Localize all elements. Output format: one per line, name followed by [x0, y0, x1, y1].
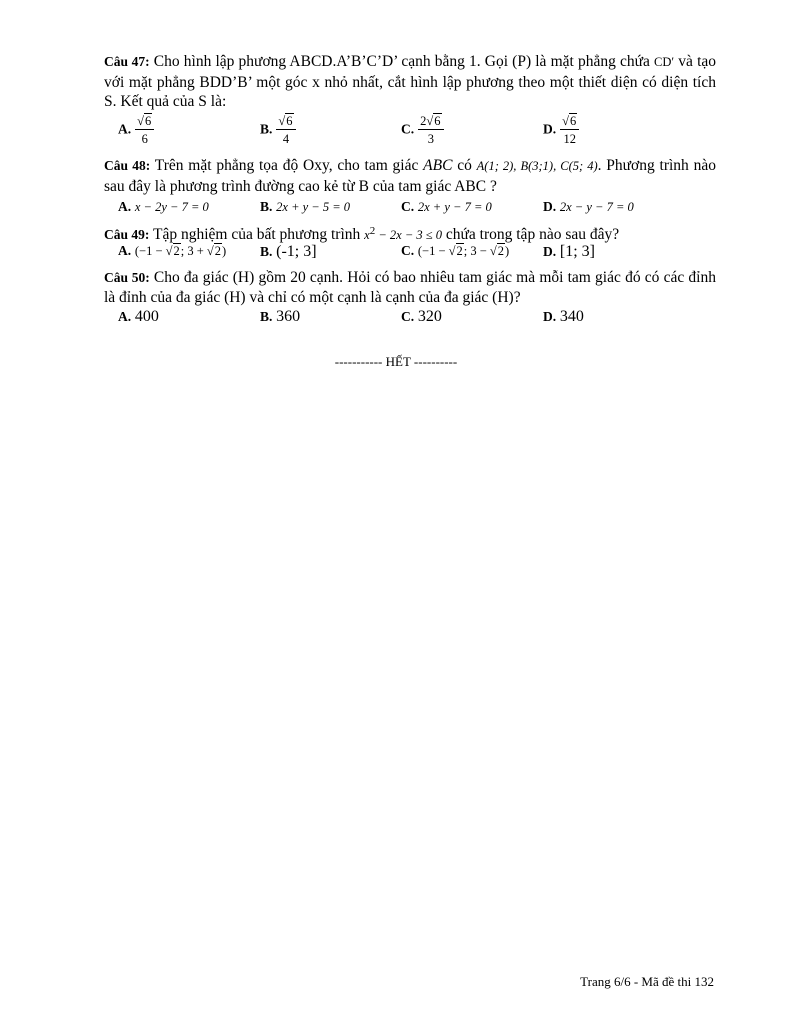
option-value: 360	[276, 308, 301, 325]
math-points: A(1; 2), B(3;1), C(5; 4)	[476, 159, 598, 173]
option-b[interactable]	[260, 199, 350, 216]
option-d[interactable]	[543, 199, 634, 216]
question-text: Cho hình lập phương ABCD.A’B’C’D’ cạnh bằng 1. Gọi (P) là mặt phẳng chứa	[149, 53, 655, 70]
option-letter: B.	[260, 309, 273, 324]
option-letter: D.	[543, 244, 557, 259]
option-a[interactable]	[118, 308, 159, 326]
fraction: $\frac{√6}{12}$	[560, 114, 579, 146]
question-48	[104, 156, 716, 196]
option-b[interactable]	[260, 308, 300, 326]
option-expr: 2x + y − 7 = 0	[417, 200, 492, 214]
option-expr: x − 2y − 7 = 0	[134, 200, 209, 214]
option-letter: D.	[543, 309, 557, 324]
option-value: 320	[417, 308, 442, 325]
option-d[interactable]	[543, 114, 579, 146]
option-value: 340	[559, 308, 584, 325]
question-label: Câu 47:	[104, 54, 150, 69]
option-letter: B.	[260, 121, 273, 137]
option-a[interactable]	[118, 199, 209, 216]
math-abc: ABC	[423, 157, 453, 174]
option-letter: A.	[118, 121, 132, 137]
answers-50	[104, 308, 716, 330]
option-c[interactable]	[401, 308, 442, 326]
option-letter: C.	[401, 243, 415, 258]
question-text: chứa trong tập nào sau đây?	[442, 226, 620, 244]
answers-48	[104, 199, 716, 221]
option-c[interactable]	[401, 243, 509, 260]
option-c[interactable]	[401, 114, 444, 146]
option-letter: C.	[401, 199, 415, 214]
fraction: $\frac{√6}{4}$	[276, 114, 295, 146]
question-47	[104, 52, 716, 112]
option-expr: 2x + y − 5 = 0	[276, 200, 351, 214]
question-label: Câu 49:	[104, 227, 150, 243]
option-letter: A.	[118, 199, 132, 214]
option-b[interactable]	[260, 114, 296, 146]
option-letter: D.	[543, 121, 557, 137]
option-a[interactable]	[118, 243, 226, 260]
end-marker: ----------- HẾT ----------	[334, 354, 458, 369]
option-interval: (−1 − √2; 3 − √2)	[417, 244, 510, 258]
option-interval: (−1 − √2; 3 + √2)	[134, 244, 227, 258]
page-footer: Trang 6/6 - Mã đề thi 132	[580, 974, 714, 989]
option-c[interactable]	[401, 199, 492, 216]
option-letter: A.	[118, 309, 132, 324]
fraction: $\frac{√6}{6}$	[135, 114, 154, 146]
answers-49	[104, 243, 716, 265]
option-a[interactable]	[118, 114, 154, 146]
question-text: Tập nghiệm của bất phương trình	[149, 226, 365, 244]
option-d[interactable]	[543, 243, 595, 261]
question-text: có	[452, 157, 477, 174]
math-cd: CD′	[654, 55, 675, 69]
question-text: Trên mặt phẳng tọa độ Oxy, cho tam giác	[150, 157, 424, 174]
option-d[interactable]	[543, 308, 584, 326]
question-text: Cho đa giác (H) gồm 20 cạnh. Hỏi có bao nhiêu tam giác mà mỗi tam giác đó có các đỉnh là đỉnh của đa giác (H) và chỉ có một cạnh là cạnh của đa giác (H)?	[104, 269, 716, 306]
option-expr: 2x − y − 7 = 0	[559, 200, 634, 214]
question-text: . Phương trình nào sau đây là phương trình đường cao kẻ từ B của tam giác ABC ?	[104, 157, 716, 195]
fraction: $\frac{2√6}{3}$	[418, 114, 443, 146]
option-letter: B.	[260, 199, 273, 214]
question-text: và tạo với mặt phẳng BDD’B’ một góc x nhỏ nhất, cắt hình lập phương theo một thiết diện có diện tích S. Kết quả của S là:	[104, 53, 717, 110]
option-value: 400	[134, 308, 159, 325]
option-value: (-1; 3]	[276, 243, 317, 260]
question-label: Câu 48:	[104, 158, 151, 173]
question-50	[104, 268, 716, 307]
option-letter: C.	[401, 309, 415, 324]
option-letter: D.	[543, 199, 557, 214]
option-b[interactable]	[260, 243, 317, 261]
answers-47	[104, 114, 716, 152]
option-letter: A.	[118, 243, 132, 258]
question-label: Câu 50:	[104, 270, 150, 285]
option-value: [1; 3]	[559, 243, 595, 260]
option-letter: B.	[260, 244, 273, 259]
math-inequality: $x^2 - 2x - 3 \le 0$	[364, 225, 442, 243]
option-letter: C.	[401, 121, 415, 137]
